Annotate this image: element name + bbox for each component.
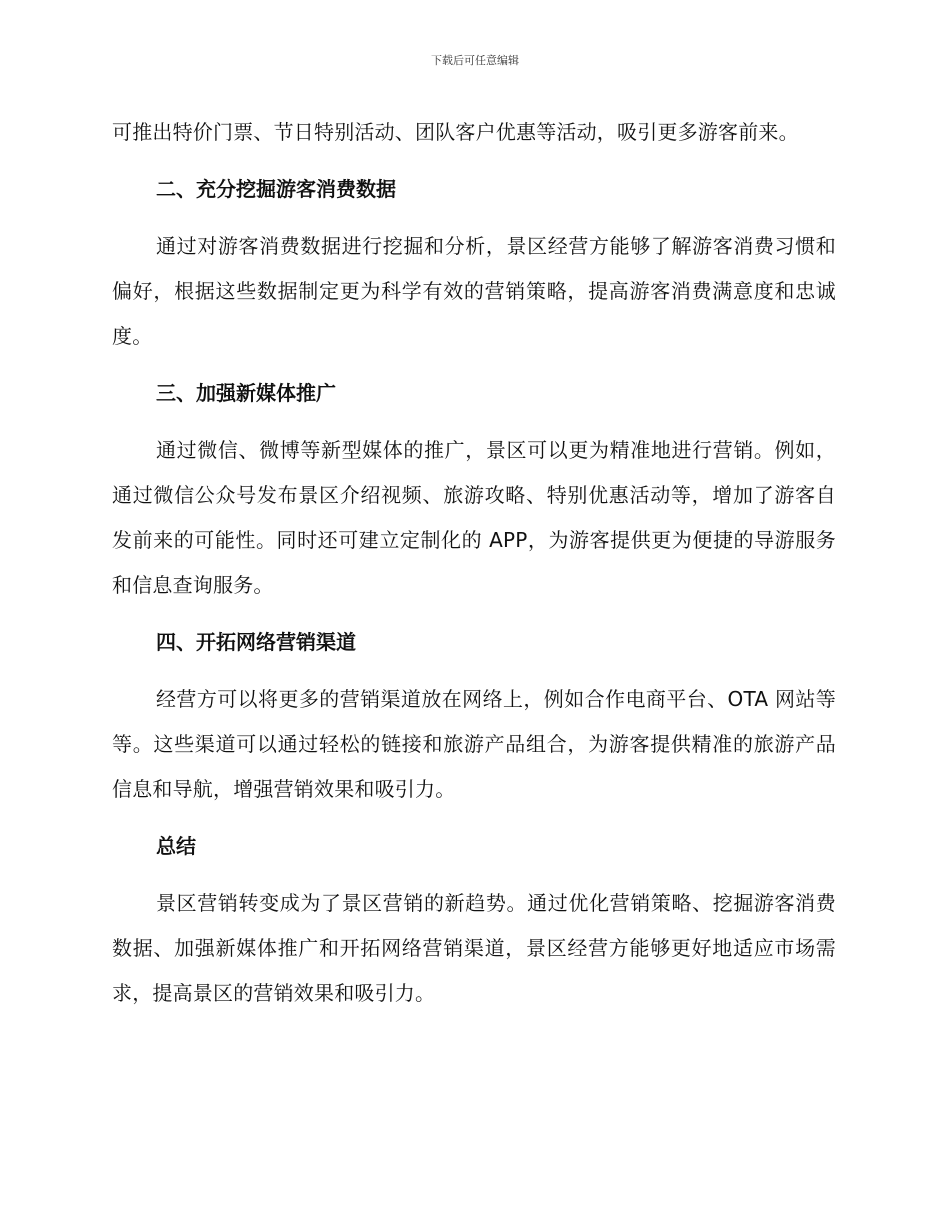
document-body	[112, 110, 836, 1016]
intro-paragraph-tail: 可推出特价门票、节日特别活动、团队客户优惠等活动，吸引更多游客前来。	[112, 120, 799, 144]
section-heading-3: 三、加强新媒体推广	[156, 381, 336, 405]
section-paragraph-4: 经营方可以将更多的营销渠道放在网络上，例如合作电商平台、OTA 网站等等。这些渠道可以通过轻松的链接和旅游产品组合，为游客提供精准的旅游产品信息和导航，增强营销效果和吸引力。	[112, 687, 836, 801]
section-paragraph-2: 通过对游客消费数据进行挖掘和分析，景区经营方能够了解游客消费习惯和偏好，根据这些数据制定更为科学有效的营销策略，提高游客消费满意度和忠诚度。	[112, 234, 836, 348]
section-heading-2: 二、充分挖掘游客消费数据	[156, 177, 396, 201]
summary-heading: 总结	[156, 834, 196, 858]
summary-paragraph: 景区营销转变成为了景区营销的新趋势。通过优化营销策略、挖掘游客消费数据、加强新媒体推广和开拓网络营销渠道，景区经营方能够更好地适应市场需求，提高景区的营销效果和吸引力。	[112, 891, 836, 1005]
page-header-note: 下载后可任意编辑	[431, 54, 519, 67]
section-heading-4: 四、开拓网络营销渠道	[156, 630, 356, 654]
section-paragraph-3: 通过微信、微博等新型媒体的推广，景区可以更为精准地进行营销。例如，通过微信公众号发布景区介绍视频、旅游攻略、特别优惠活动等，增加了游客自发前来的可能性。同时还可建立定制化的 APP，为游客提供更为便捷的导游服务和信息查询服务。	[112, 438, 836, 597]
